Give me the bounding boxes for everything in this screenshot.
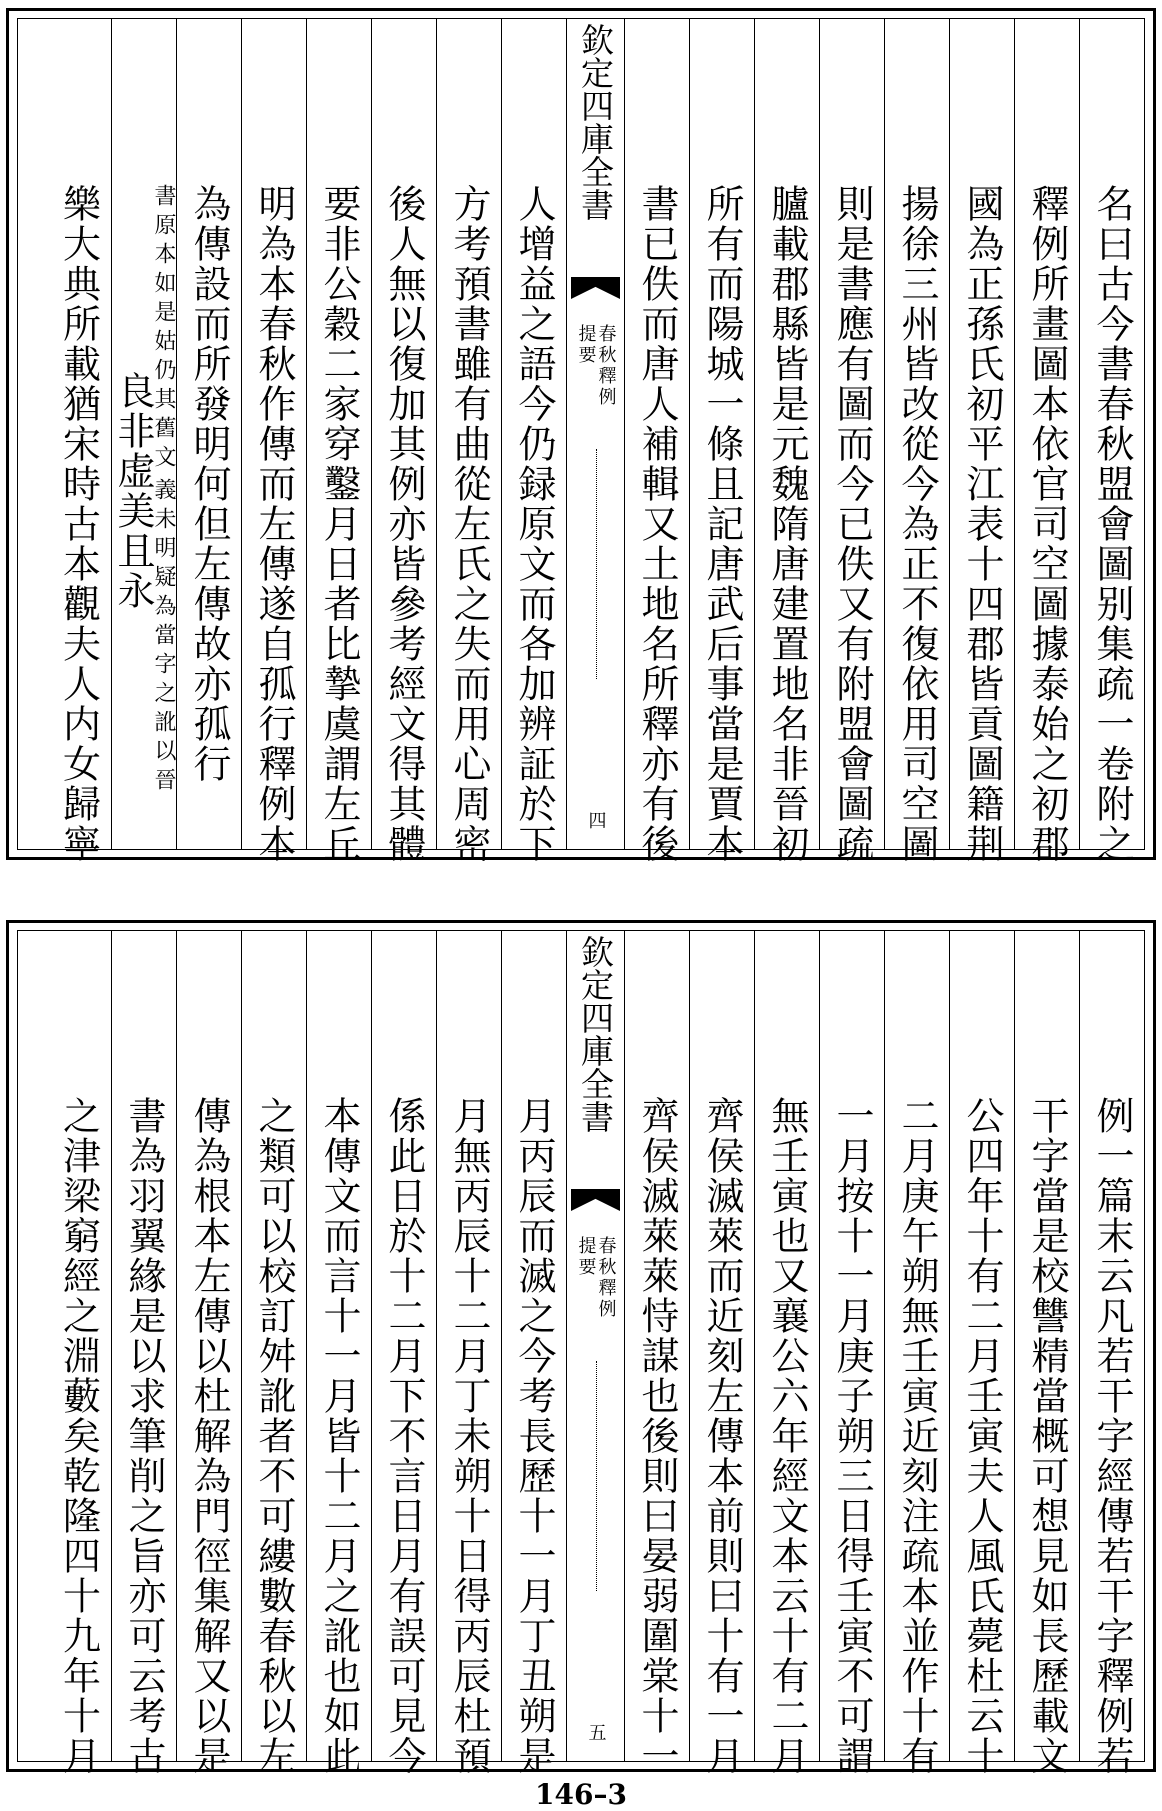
column-text: 之類可以校訂舛訛者不可縷數春秋以左 <box>252 1096 296 1776</box>
column-text: 要非公穀二家穿鑿月日者比摯虞謂左丘 <box>317 184 361 864</box>
text-column <box>371 19 436 864</box>
column-text: 揚徐三州皆改從今為正不復依用司空圖 <box>895 184 939 864</box>
column-body <box>112 1096 176 1776</box>
gutter-rule <box>596 449 597 679</box>
column-text: 釋例所畫圖本依官司空圖據泰始之初郡 <box>1025 184 1069 864</box>
column-body <box>1015 184 1079 864</box>
column-text: 齊侯滅萊而近刻左傳本前則曰十有一月 <box>700 1096 744 1776</box>
column-body <box>307 184 371 864</box>
column-text: 為傳設而所發明何但左傳故亦孤行 <box>187 184 231 784</box>
column-body <box>437 1096 501 1776</box>
column-body <box>625 1096 689 1776</box>
text-column <box>884 931 949 1776</box>
lower-page-panel <box>6 920 1156 1776</box>
column-text: 月丙辰而滅之今考長歷十一月丁丑朔是 <box>512 1096 556 1776</box>
column-text: 明為本春秋作傳而左傳遂自孤行釋例本 <box>252 184 296 864</box>
text-column <box>949 931 1014 1776</box>
center-fold-gutter <box>566 931 624 1761</box>
column-body <box>690 184 754 864</box>
text-column <box>1079 19 1144 864</box>
column-body <box>950 1096 1014 1776</box>
column-body <box>950 184 1014 864</box>
column-body <box>372 184 436 864</box>
text-column <box>111 19 176 849</box>
text-column <box>1079 931 1144 1776</box>
text-column <box>436 19 501 864</box>
leaf-number: 五 <box>585 1723 607 1741</box>
column-text: 人增益之語今仍録原文而各加辨証於下 <box>512 184 556 864</box>
column-body <box>177 1096 241 1776</box>
text-column <box>306 931 371 1776</box>
column-body <box>885 184 949 864</box>
column-body <box>885 1096 949 1776</box>
column-text: 國為正孫氏初平江表十四郡皆貢圖籍荆 <box>960 184 1004 864</box>
column-text: 無壬寅也又襄公六年經文本云十有二月 <box>765 1096 809 1776</box>
column-body <box>502 184 566 864</box>
book-title <box>577 324 615 408</box>
text-column <box>176 19 241 849</box>
upper-page-panel <box>6 8 1156 864</box>
column-text: 後人無以復加其例亦皆參考經文得其體 <box>382 184 426 864</box>
column-body <box>755 1096 819 1776</box>
column-body <box>46 184 111 864</box>
text-column <box>949 19 1014 864</box>
text-column <box>754 931 819 1776</box>
text-column <box>46 931 111 1776</box>
column-text: 係此日於十二月下不言日月有誤可見今 <box>382 1096 426 1776</box>
column-body <box>502 1096 566 1776</box>
column-with-note <box>111 184 176 797</box>
fishtail-mark <box>571 1189 620 1211</box>
column-body <box>820 1096 884 1776</box>
book-title-line: 提要 <box>575 324 597 366</box>
text-column <box>884 19 949 864</box>
column-text: 之津梁窮經之淵藪矣乾隆四十九年十月 <box>56 1096 101 1776</box>
column-body <box>755 184 819 864</box>
book-title-line: 提要 <box>575 1236 597 1278</box>
text-column <box>241 19 306 864</box>
column-text: 一月按十一月庚子朔三日得壬寅不可謂 <box>830 1096 874 1776</box>
text-column <box>624 19 689 864</box>
center-fold-gutter <box>566 19 624 849</box>
book-title <box>577 1236 615 1320</box>
text-column <box>176 931 241 1776</box>
fishtail-mark <box>571 277 620 299</box>
text-column <box>754 19 819 864</box>
column-text: 傳為根本左傳以杜解為門徑集解又以是 <box>187 1096 231 1776</box>
column-body <box>820 184 884 864</box>
series-title: 欽定四庫全書 <box>576 935 615 1133</box>
column-text: 方考預書雖有曲從左氏之失而用心周密 <box>447 184 491 864</box>
column-body <box>177 184 241 843</box>
text-column <box>46 19 111 864</box>
text-column <box>819 931 884 1776</box>
series-title: 欽定四庫全書 <box>576 23 615 221</box>
page-number: 146–3 <box>535 1778 627 1811</box>
column-text: 本傳文而言十一月皆十二月之訛也如此 <box>317 1096 361 1776</box>
text-column <box>241 931 306 1776</box>
lower-page-frame <box>17 930 1145 1776</box>
note-line: 義未明疑為當字之訛以晉 <box>151 478 176 797</box>
column-text: 書為羽翼緣是以求筆削之旨亦可云考古 <box>122 1096 166 1776</box>
upper-page-frame <box>17 18 1145 864</box>
column-body <box>625 184 689 864</box>
column-text: 干字當是校讐精當概可想見如長歷載文 <box>1025 1096 1069 1776</box>
text-column <box>819 19 884 864</box>
interlinear-note <box>152 184 174 797</box>
text-column <box>371 931 436 1776</box>
gutter-rule <box>596 1361 597 1591</box>
book-title-line: 春秋釋例 <box>595 324 617 408</box>
lower-page-columns <box>18 931 1144 1776</box>
column-text: 月無丙辰十二月丁未朔十日得丙辰杜預 <box>447 1096 491 1776</box>
column-text: 齊侯滅萊萊恃謀也後則曰晏弱圍棠十一 <box>635 1096 679 1776</box>
text-column <box>1014 19 1079 864</box>
column-body <box>112 184 176 843</box>
text-column <box>501 19 566 864</box>
column-text: 則是書應有圖而今已佚又有附盟會圖疏 <box>830 184 874 864</box>
column-body <box>46 1096 111 1776</box>
text-column <box>689 931 754 1776</box>
column-body <box>437 184 501 864</box>
column-text: 名曰古今書春秋盟會圖别集疏一卷附之 <box>1090 184 1134 864</box>
upper-page-columns <box>18 19 1144 864</box>
column-body <box>242 1096 306 1776</box>
column-body <box>1015 1096 1079 1776</box>
text-column <box>306 19 371 864</box>
book-title-line: 春秋釋例 <box>595 1236 617 1320</box>
leaf-number: 四 <box>585 811 607 829</box>
column-text: 良非虚美且永 <box>111 370 155 611</box>
text-column <box>1014 931 1079 1776</box>
text-column <box>624 931 689 1776</box>
column-text: 書已佚而唐人補輯又土地名所釋亦有後 <box>635 184 679 864</box>
column-body <box>307 1096 371 1776</box>
column-body <box>690 1096 754 1776</box>
note-line: 書原本如是姑仍其舊文 <box>151 184 176 474</box>
column-body <box>1080 184 1144 864</box>
column-text: 所有而陽城一條且記唐武后事當是賈本 <box>700 184 744 864</box>
text-column <box>501 931 566 1776</box>
column-text: 二月庚午朔無壬寅近刻注疏本並作十有 <box>895 1096 939 1776</box>
column-text: 例一篇末云凡若干字經傳若干字釋例若 <box>1090 1096 1134 1776</box>
column-body <box>1080 1096 1144 1776</box>
text-column <box>436 931 501 1776</box>
column-body <box>372 1096 436 1776</box>
text-column <box>111 931 176 1776</box>
column-text: 樂大典所載猶宋時古本觀夫人内女歸寧 <box>56 184 101 864</box>
column-text: 公四年十有二月壬寅夫人風氏薨杜云十 <box>960 1096 1004 1776</box>
text-column <box>689 19 754 864</box>
column-text: 臚載郡縣皆是元魏隋唐建置地名非晉初 <box>765 184 809 864</box>
column-body <box>242 184 306 864</box>
